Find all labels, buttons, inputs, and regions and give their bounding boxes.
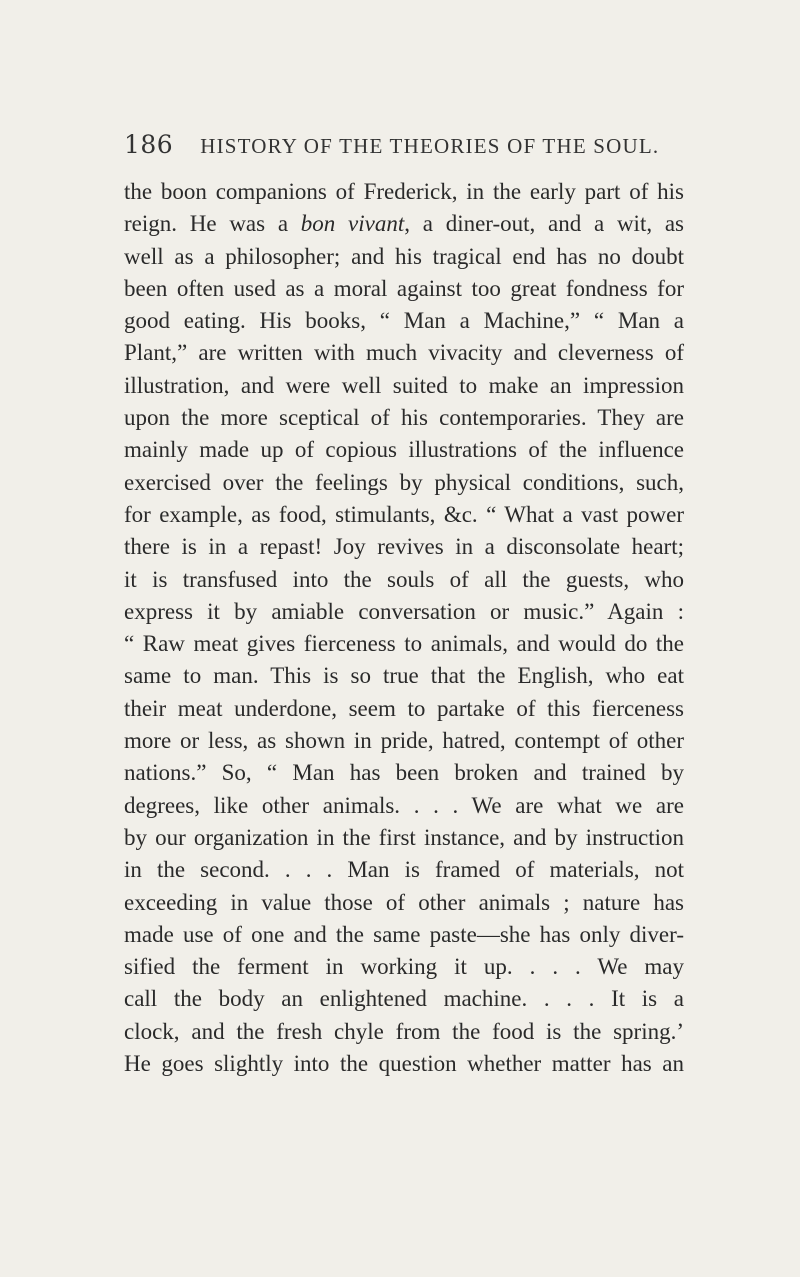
text-line: made use of one and the same paste—she has only diver- xyxy=(124,921,684,947)
text-line: sified the ferment in working it up. . . . We may xyxy=(124,954,684,980)
text-line: reign. He was a bon vivant, a diner-out, and a wit, as xyxy=(124,211,684,237)
running-head xyxy=(124,130,684,170)
text-line: degrees, like other animals. . . . We are what we are xyxy=(124,792,684,818)
text-line: there is in a repast! Joy revives in a disconsolate heart; xyxy=(124,534,684,560)
text-line: for example, as food, stimulants, &c. “ What a vast power xyxy=(124,501,684,527)
text-line: nations.” So, “ Man has been broken and trained by xyxy=(124,760,684,786)
text-line: express it by amiable conversation or music.” Again : xyxy=(124,598,684,624)
body-text xyxy=(124,176,684,1080)
text-line: “ Raw meat gives fierceness to animals, and would do the xyxy=(124,631,684,657)
text-line: their meat underdone, seem to partake of this fierceness xyxy=(124,695,684,721)
text-line: exercised over the feelings by physical conditions, such, xyxy=(124,469,684,495)
text-line: illustration, and were well suited to make an impression xyxy=(124,372,684,398)
text-line: Plant,” are written with much vivacity and cleverness of xyxy=(124,340,684,366)
text-line: exceeding in value those of other animals ; nature has xyxy=(124,889,684,915)
running-title: HISTORY OF THE THEORIES OF THE SOUL. xyxy=(200,134,660,158)
text-line: in the second. . . . Man is framed of materials, not xyxy=(124,857,684,883)
text-line: clock, and the fresh chyle from the food is the spring.’ xyxy=(124,1018,684,1044)
text-line: call the body an enlightened machine. . . . It is a xyxy=(124,986,684,1012)
text-line: mainly made up of copious illustrations of the influence xyxy=(124,437,684,463)
italic-phrase: bon vivant xyxy=(300,211,405,237)
text-line: same to man. This is so true that the English, who eat xyxy=(124,663,684,689)
text-line: He goes slightly into the question whether matter has an xyxy=(124,1051,684,1077)
page-number: 186 xyxy=(124,130,174,159)
text-line: been often used as a moral against too great fondness for xyxy=(124,275,684,301)
text-line: by our organization in the first instance, and by instruction xyxy=(124,824,684,850)
text-line: the boon companions of Frederick, in the early part of his xyxy=(124,179,684,204)
text-line: it is transfused into the souls of all the guests, who xyxy=(124,566,684,592)
text-line: upon the more sceptical of his contemporaries. They are xyxy=(124,405,684,431)
text-line: well as a philosopher; and his tragical end has no doubt xyxy=(124,243,684,269)
text-line: good eating. His books, “ Man a Machine,” “ Man a xyxy=(124,308,684,334)
text-line: more or less, as shown in pride, hatred, contempt of other xyxy=(124,728,684,754)
